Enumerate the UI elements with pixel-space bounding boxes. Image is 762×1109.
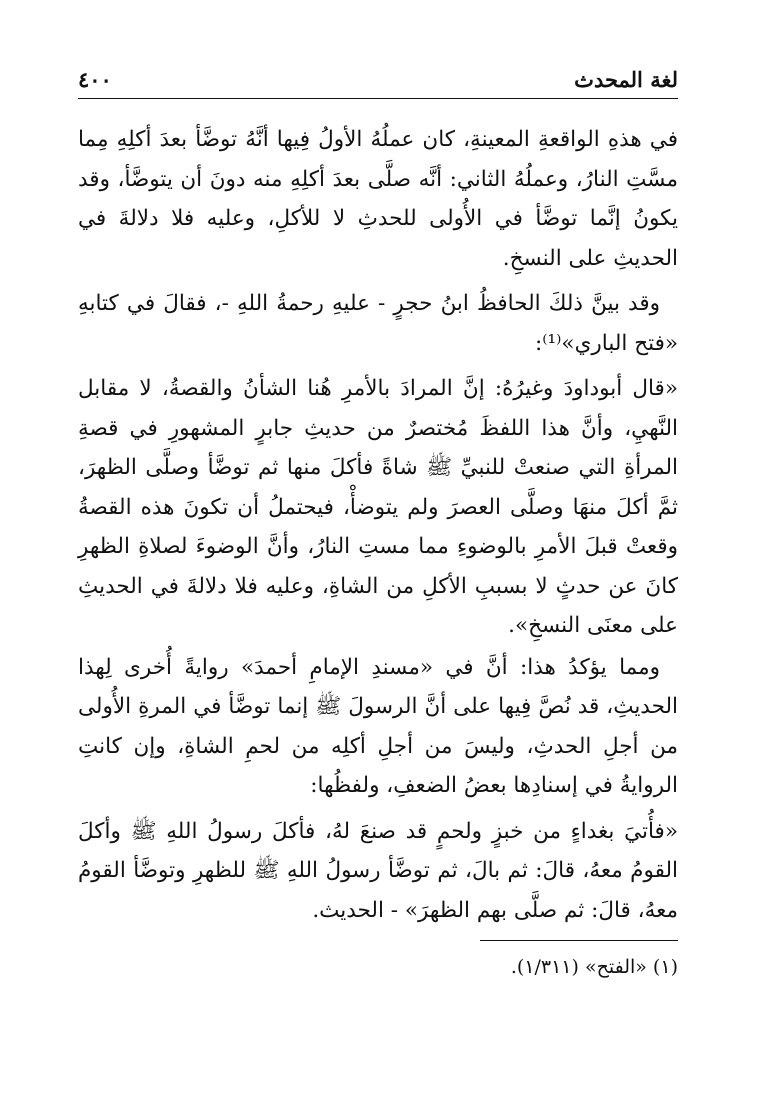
header-divider — [78, 98, 678, 99]
footnote-1: (١) «الفتح» (١/٣١١). — [510, 956, 678, 978]
quote-paragraph-fath: «قال أبوداودَ وغيرُهُ: إنَّ المرادَ بالأمرِ هُنا الشأنُ والقصةُ، لا مقابل النَّهيِ، وأنَّ هذا اللفظَ مُختصرٌ من حديثِ جابرٍ المشهورِ في قصةِ المرأةِ التي صنعتْ للنبيِّ ﷺ شاةً فأكلَ منها ثم توضَّأ وصلَّى الظهرَ، ثمَّ أكلَ منهَا وصلَّى العصرَ ولم يتوضأْ، فيحتملُ أن تكونَ هذه القصةُ وقعتْ قبلَ الأمرِ بالوضوءِ مما مستِ النارُ، وأنَّ الوضوءَ لصلاةِ الظهرِ كانَ عن حدثٍ لا بسببِ الأكلِ من الشاةِ، وعليه فلا دلالةَ في الحديثِ على معنَى النسخِ». — [78, 376, 678, 638]
paragraph-4: ومما يؤكدُ هذا: أنَّ في «مسندِ الإمامِ أحمدَ» روايةً أُخرى لِهذا الحديثِ، قد نُصَّ فِيها على أنَّ الرسولَ ﷺ إنما توضَّأ في المرةِ الأُولى من أجلِ الحدثِ، وليسَ من أجلِ أكلِه من لحمِ الشاةِ، وإن كانتِ الروايةُ في إسنادِها بعضُ الضعفِ، ولفظُها: — [78, 654, 678, 798]
page-number: ٤٠٠ — [78, 66, 112, 92]
paragraph-2: وقد بينَّ ذلكَ الحافظُ ابنُ حجرٍ - عليهِ رحمةُ اللهِ -، فقالَ في كتابهِ «فتح الباري»⁽¹⁾: — [78, 291, 678, 356]
page-header — [78, 62, 678, 96]
quote-paragraph-musnad: «فأُتيَ بغداءٍ من خبزٍ ولحمٍ قد صنعَ لهُ، فأكلَ رسولُ اللهِ ﷺ وأكلَ القومُ معهُ، قالَ: ثم بالَ، ثم توضَّأ رسولُ اللهِ ﷺ للظهرِ وتوضَّأ القومُ معهُ، قالَ: ثم صلَّى بهم الظهرَ» - الحديث. — [78, 818, 678, 923]
footnote-divider — [480, 940, 678, 941]
main-text — [78, 120, 678, 932]
paragraph-1: في هذهِ الواقعةِ المعينةِ، كان عملُهُ الأولُ فِيها أنَّهُ توضَّأ بعدَ أكلِهِ مِما مسَّتِ النارُ، وعملُهُ الثاني: أنَّه صلَّى بعدَ أكلِهِ منه دونَ أن يتوضَّأ، وقد يكونُ إنَّما توضَّأ في الأُولى للحدثِ لا للأكلِ، وعليه فلا دلالةَ في الحديثِ على النسخِ. — [78, 127, 678, 271]
running-title: لغة المحدث — [574, 66, 678, 92]
